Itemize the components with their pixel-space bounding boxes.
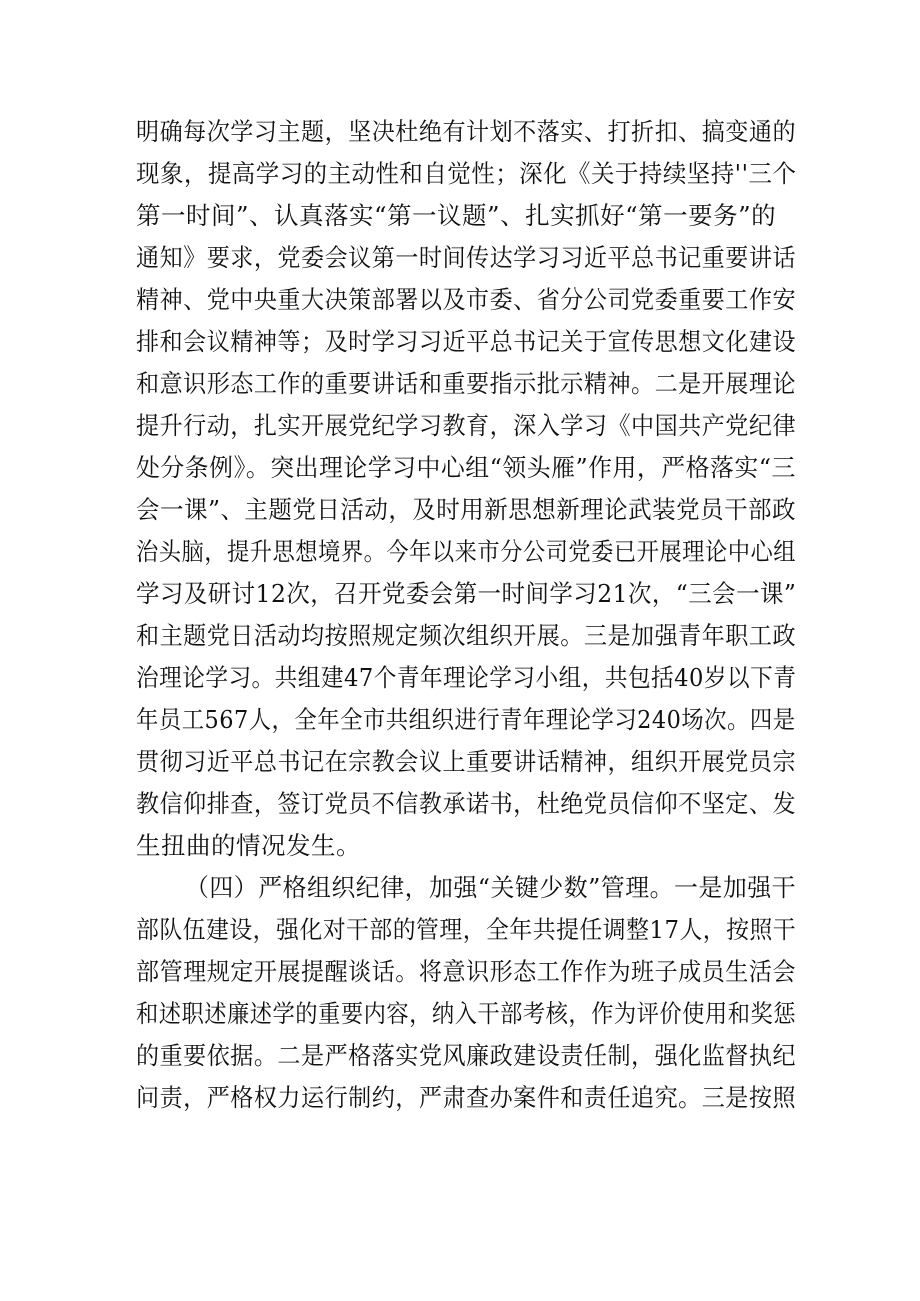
- text-line: 第一时间”、认真落实“第一议题”、扎实抓好“第一要务”的: [136, 201, 777, 230]
- text-line: 和述职述廉述学的重要内容，纳入干部考核，作为评价使用和奖惩: [136, 999, 796, 1028]
- section-heading-line: （四）严格组织纪律，加强“关键少数”管理。一是加强干: [185, 873, 797, 902]
- text-line: 和意识形态工作的重要讲话和重要指示批示精神。二是开展理论: [136, 369, 797, 398]
- text-line: 生扭曲的情况发生。: [136, 831, 361, 860]
- text-line: 和主题党日活动均按照规定频次组织开展。三是加强青年职工政: [136, 621, 797, 650]
- text-line: 贯彻习近平总书记在宗教会议上重要讲话精神，组织开展党员宗: [136, 747, 797, 776]
- text-line: 治理论学习。共组建47个青年理论学习小组，共包括40岁以下青: [136, 663, 797, 692]
- text-line: 精神、党中央重大决策部署以及市委、省分公司党委重要工作安: [136, 285, 797, 314]
- text-line: 部管理规定开展提醒谈话。将意识形态工作作为班子成员生活会: [136, 957, 797, 986]
- text-line: 处分条例》。突出理论学习中心组“领头雁”作用，严格落实“三: [136, 453, 796, 482]
- text-line: 的重要依据。二是严格落实党风廉政建设责任制，强化监督执纪: [136, 1041, 797, 1070]
- text-line: 部队伍建设，强化对干部的管理，全年共提任调整17人，按照干: [136, 915, 797, 944]
- text-line: 明确每次学习主题，坚决杜绝有计划不落实、打折扣、搞变通的: [136, 117, 797, 146]
- text-line: 年员工567人，全年全市共组织进行青年理论学习240场次。四是: [136, 705, 796, 734]
- text-line: 通知》要求，党委会议第一时间传达学习习近平总书记重要讲话: [136, 243, 797, 272]
- text-line: 现象，提高学习的主动性和自觉性；深化《关于持续坚持''三个: [136, 159, 797, 188]
- text-line: 学习及研讨12次，召开党委会第一时间学习21次，“三会一课”: [136, 579, 797, 608]
- text-line: 会一课”、主题党日活动，及时用新思想新理论武装党员干部政: [136, 495, 797, 524]
- text-line: 提升行动，扎实开展党纪学习教育，深入学习《中国共产党纪律: [136, 411, 797, 440]
- text-line: 教信仰排查，签订党员不信教承诺书，杜绝党员信仰不坚定、发: [136, 789, 797, 818]
- text-line: 治头脑，提升思想境界。今年以来市分公司党委已开展理论中心组: [136, 537, 796, 566]
- text-line: 问责，严格权力运行制约，严肃查办案件和责任追究。三是按照: [136, 1083, 797, 1112]
- text-line: 排和会议精神等；及时学习习近平总书记关于宣传思想文化建设: [136, 327, 797, 356]
